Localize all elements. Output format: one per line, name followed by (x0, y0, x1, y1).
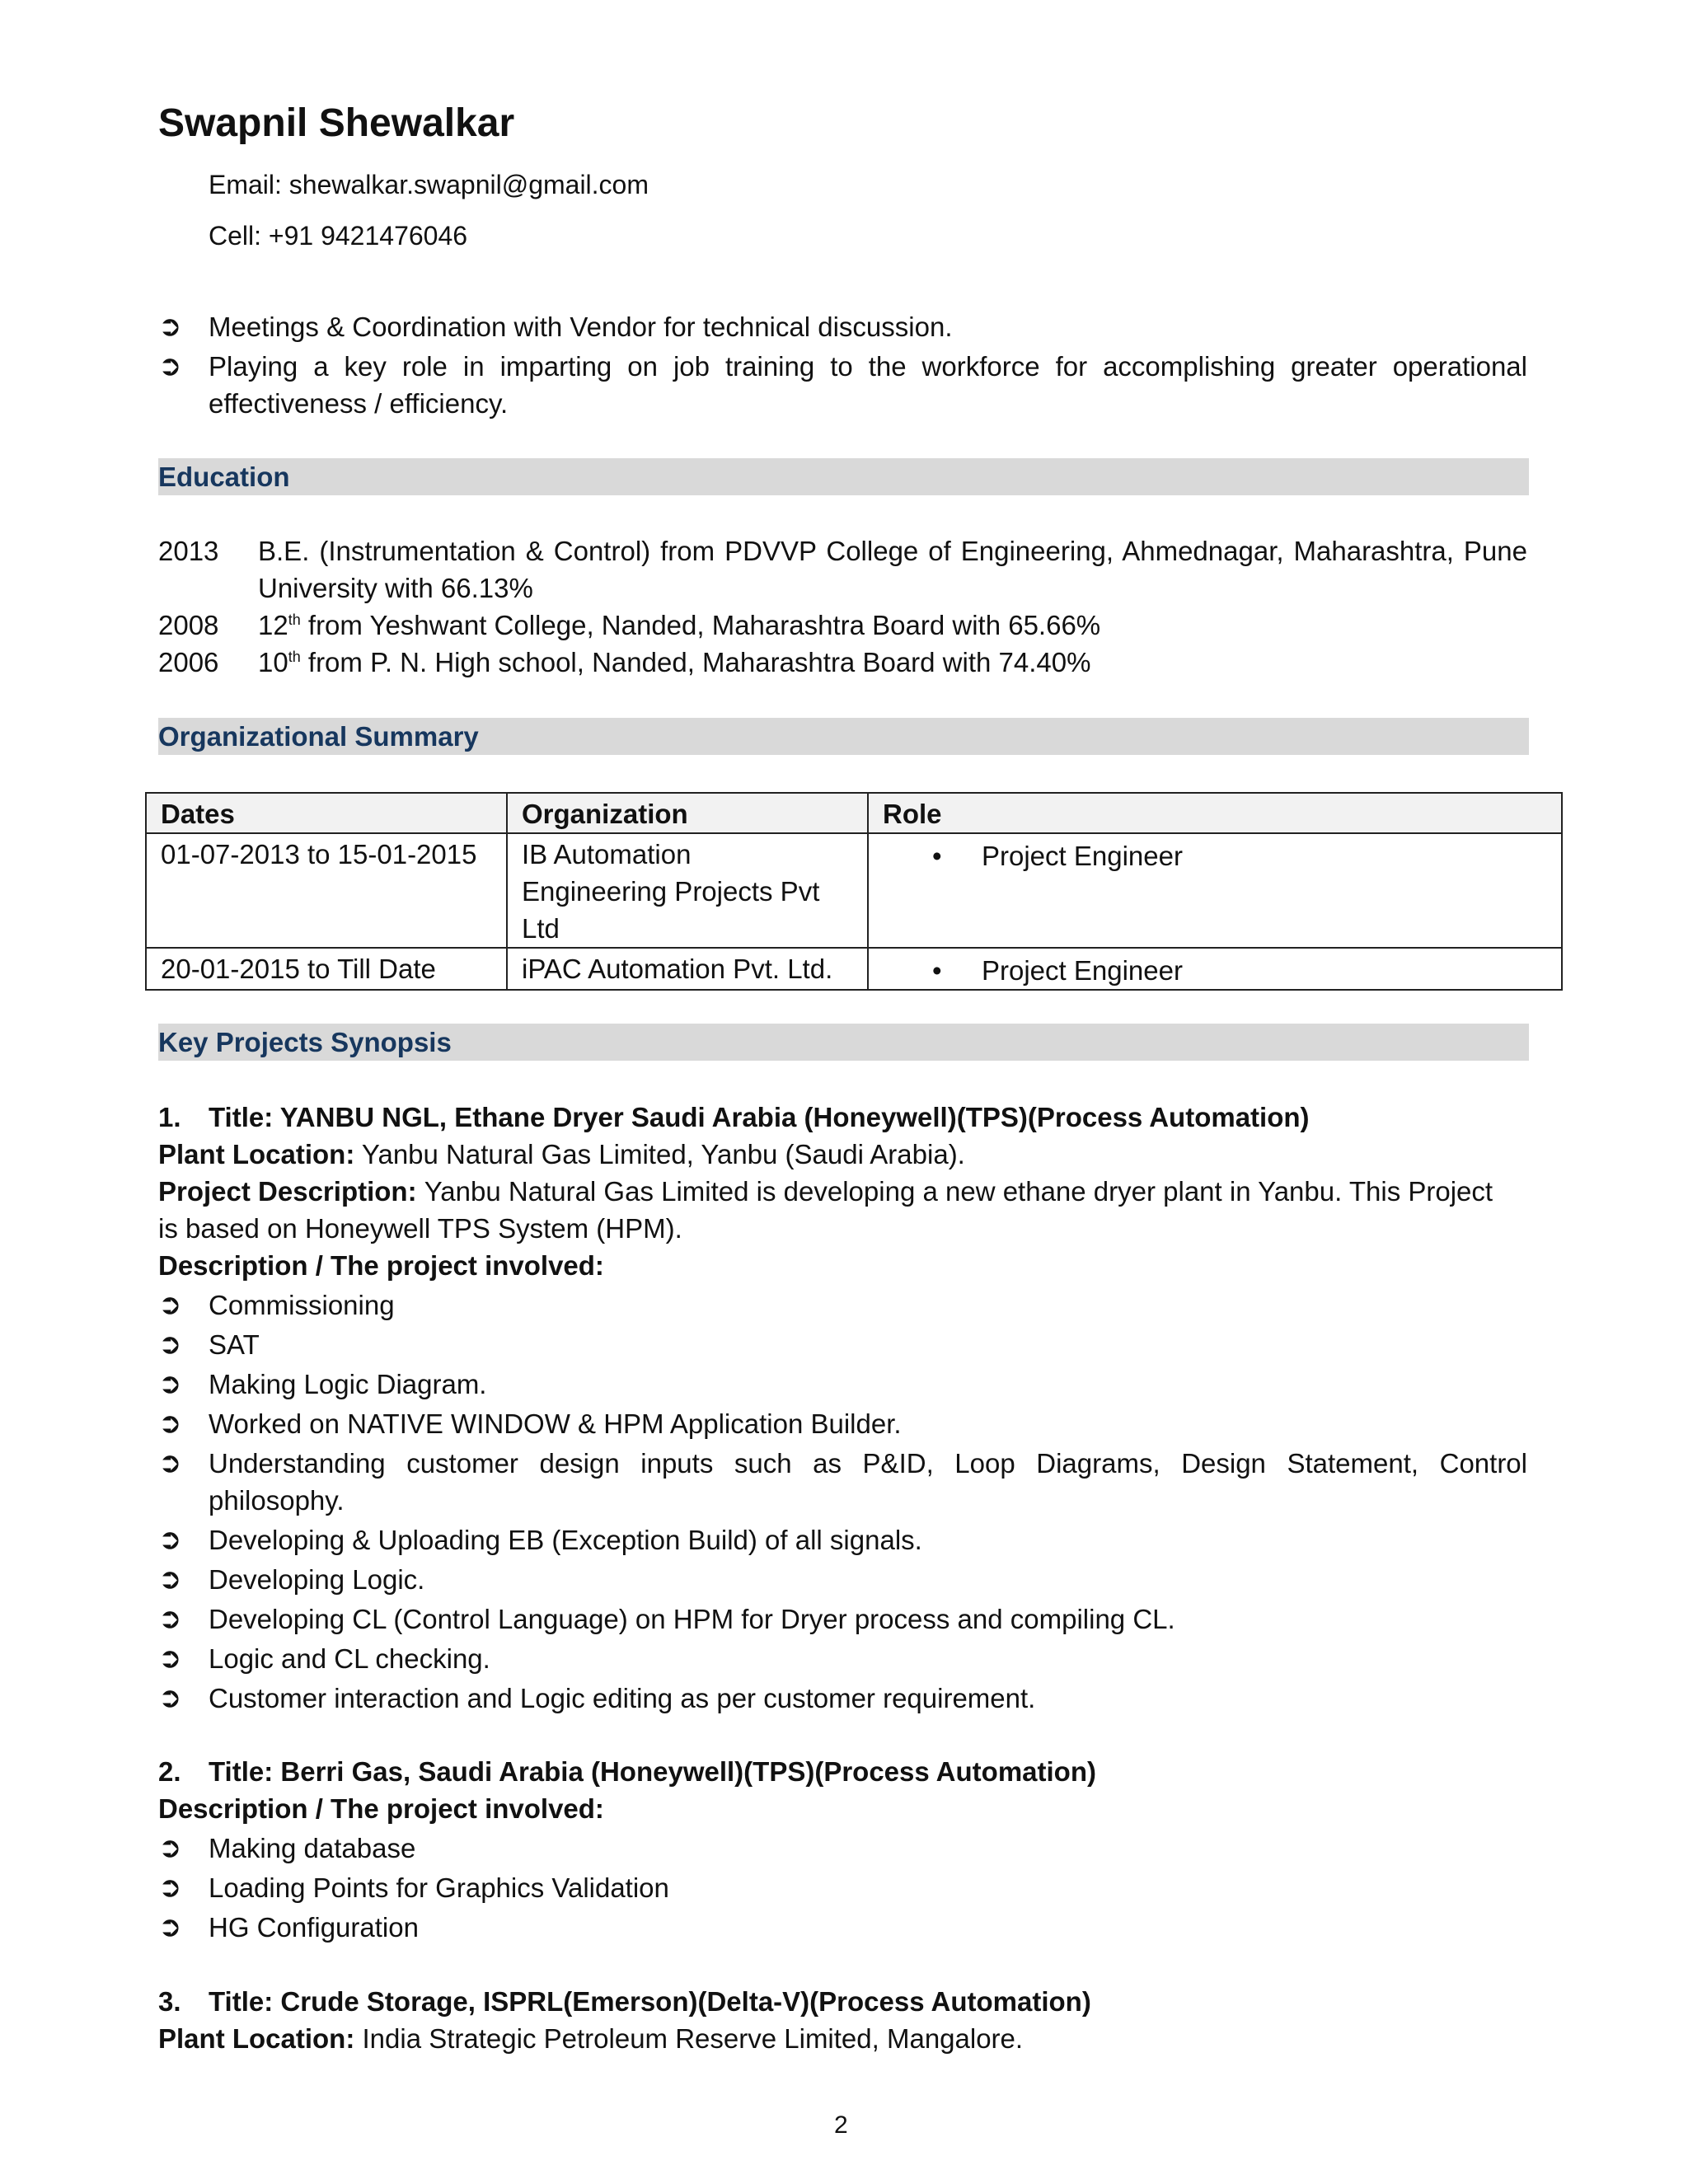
project-2-bullet: Loading Points for Graphics Validation (209, 1872, 669, 1903)
location-value: India Strategic Petroleum Reserve Limited, Mangalore. (354, 2023, 1024, 2054)
arrow-bullet-icon: ➲ (158, 1872, 182, 1903)
arrow-bullet-icon: ➲ (158, 1832, 182, 1863)
intro-bullet-text: Meetings & Coordination with Vendor for technical discussion. (209, 312, 953, 342)
arrow-bullet-icon: ➲ (158, 1911, 182, 1943)
project-title-text: Title: Berri Gas, Saudi Arabia (Honeywell)(TPS)(Process Automation) (209, 1756, 1096, 1787)
project-1-location (158, 1136, 965, 1173)
project-3-title (158, 1983, 1091, 2020)
org-summary-heading: Organizational Summary (158, 721, 479, 752)
project-1-bullet: Making Logic Diagram. (209, 1369, 487, 1399)
project-1-bullet: Understanding customer design inputs such as P&ID, Loop Diagrams, Design Statement, Control (209, 1448, 1527, 1479)
arrow-bullet-icon: ➲ (158, 350, 182, 382)
edu-grade: 10 (258, 647, 288, 677)
org-line: Engineering Projects Pvt (522, 876, 820, 907)
location-value: Yanbu Natural Gas Limited, Yanbu (Saudi Arabia). (354, 1139, 965, 1169)
project-1-bullet: Commissioning (209, 1290, 395, 1320)
cell-dates: 01-07-2013 to 15-01-2015 (146, 833, 507, 948)
arrow-bullet-icon: ➲ (158, 1682, 182, 1713)
edu-grade: 12 (258, 610, 288, 640)
header-organization: Organization (507, 793, 868, 833)
project-1-bullet: SAT (209, 1329, 260, 1360)
arrow-bullet-icon: ➲ (158, 1408, 182, 1439)
edu-year: 2008 (158, 610, 219, 640)
org-summary-table (145, 792, 1563, 991)
education-section-bar (158, 458, 1529, 495)
table-row (146, 833, 1562, 948)
cell-organization: iPAC Automation Pvt. Ltd. (507, 948, 868, 990)
table-row (146, 948, 1562, 990)
project-1-bullet: Developing Logic. (209, 1564, 425, 1595)
role-text: Project Engineer (982, 841, 1183, 871)
project-1-bullet: Developing CL (Control Language) on HPM for Dryer process and compiling CL. (209, 1604, 1175, 1634)
project-1-involved-label: Description / The project involved: (158, 1250, 604, 1281)
project-1-bullet: Logic and CL checking. (209, 1643, 490, 1674)
arrow-bullet-icon: ➲ (158, 1289, 182, 1320)
arrow-bullet-icon: ➲ (158, 1603, 182, 1634)
arrow-bullet-icon: ➲ (158, 1563, 182, 1595)
intro-bullet-text: Playing a key role in imparting on job training to the workforce for accomplishing greater operational (209, 351, 1527, 382)
location-label: Plant Location: (158, 2023, 355, 2054)
project-1-bullet: Worked on NATIVE WINDOW & HPM Application Builder. (209, 1408, 902, 1439)
project-1-description (158, 1173, 1493, 1210)
table-header-row (146, 793, 1562, 833)
header-role: Role (868, 793, 1562, 833)
project-1-bullet-cont: philosophy. (209, 1485, 345, 1516)
project-2-bullet: Making database (209, 1833, 416, 1863)
role-text: Project Engineer (982, 955, 1183, 986)
project-title-text: Title: Crude Storage, ISPRL(Emerson)(Delta-V)(Process Automation) (209, 1986, 1091, 2017)
bullet-dot-icon: • (932, 841, 942, 871)
page-number: 2 (834, 2111, 848, 2139)
edu-detail-text: from P. N. High school, Nanded, Maharashtra Board with 74.40% (300, 647, 1091, 677)
cell-dates: 20-01-2015 to Till Date (146, 948, 507, 990)
edu-grade-sup: th (288, 612, 301, 628)
edu-detail (258, 607, 1100, 644)
edu-detail (258, 644, 1090, 681)
edu-detail-text: from Yeshwant College, Nanded, Maharashtra Board with 65.66% (300, 610, 1101, 640)
project-number: 2. (158, 1756, 181, 1787)
description-label: Project Description: (158, 1176, 424, 1207)
location-label: Plant Location: (158, 1139, 355, 1169)
cell-line: Cell: +91 9421476046 (209, 221, 468, 251)
project-1-title (158, 1099, 1310, 1136)
arrow-bullet-icon: ➲ (158, 1524, 182, 1555)
header-dates: Dates (146, 793, 507, 833)
project-2-involved-label: Description / The project involved: (158, 1793, 604, 1824)
bullet-dot-icon: • (932, 955, 942, 986)
email-line: Email: shewalkar.swapnil@gmail.com (209, 170, 649, 199)
project-1-description-cont: is based on Honeywell TPS System (HPM). (158, 1213, 682, 1244)
education-heading: Education (158, 462, 290, 492)
arrow-bullet-icon: ➲ (158, 311, 182, 342)
org-line: Ltd (522, 913, 560, 944)
project-number: 1. (158, 1102, 181, 1132)
projects-heading: Key Projects Synopsis (158, 1027, 452, 1057)
arrow-bullet-icon: ➲ (158, 1368, 182, 1399)
project-1-bullet: Customer interaction and Logic editing as per customer requirement. (209, 1683, 1036, 1713)
candidate-name: Swapnil Shewalkar (158, 101, 515, 145)
edu-year: 2013 (158, 536, 219, 566)
edu-detail: B.E. (Instrumentation & Control) from PDVVP College of Engineering, Ahmednagar, Maharashtra, Pune (258, 536, 1527, 566)
edu-year: 2006 (158, 647, 219, 677)
intro-bullet-text-cont: effectiveness / efficiency. (209, 388, 509, 419)
arrow-bullet-icon: ➲ (158, 1447, 182, 1479)
project-2-bullet: HG Configuration (209, 1912, 419, 1943)
project-title-text: Title: YANBU NGL, Ethane Dryer Saudi Arabia (Honeywell)(TPS)(Process Automation) (209, 1102, 1310, 1132)
project-1-bullet: Developing & Uploading EB (Exception Build) of all signals. (209, 1525, 922, 1555)
cell-organization (507, 833, 868, 948)
cell-role (868, 948, 1562, 990)
arrow-bullet-icon: ➲ (158, 1329, 182, 1360)
edu-grade-sup: th (288, 649, 301, 665)
org-line: IB Automation (522, 839, 692, 869)
edu-detail-cont: University with 66.13% (258, 573, 533, 603)
project-2-title (158, 1753, 1096, 1790)
cell-role (868, 833, 1562, 948)
description-value: Yanbu Natural Gas Limited is developing a new ethane dryer plant in Yanbu. This Project (424, 1176, 1493, 1207)
project-3-location (158, 2020, 1023, 2057)
project-number: 3. (158, 1986, 181, 2017)
arrow-bullet-icon: ➲ (158, 1643, 182, 1674)
